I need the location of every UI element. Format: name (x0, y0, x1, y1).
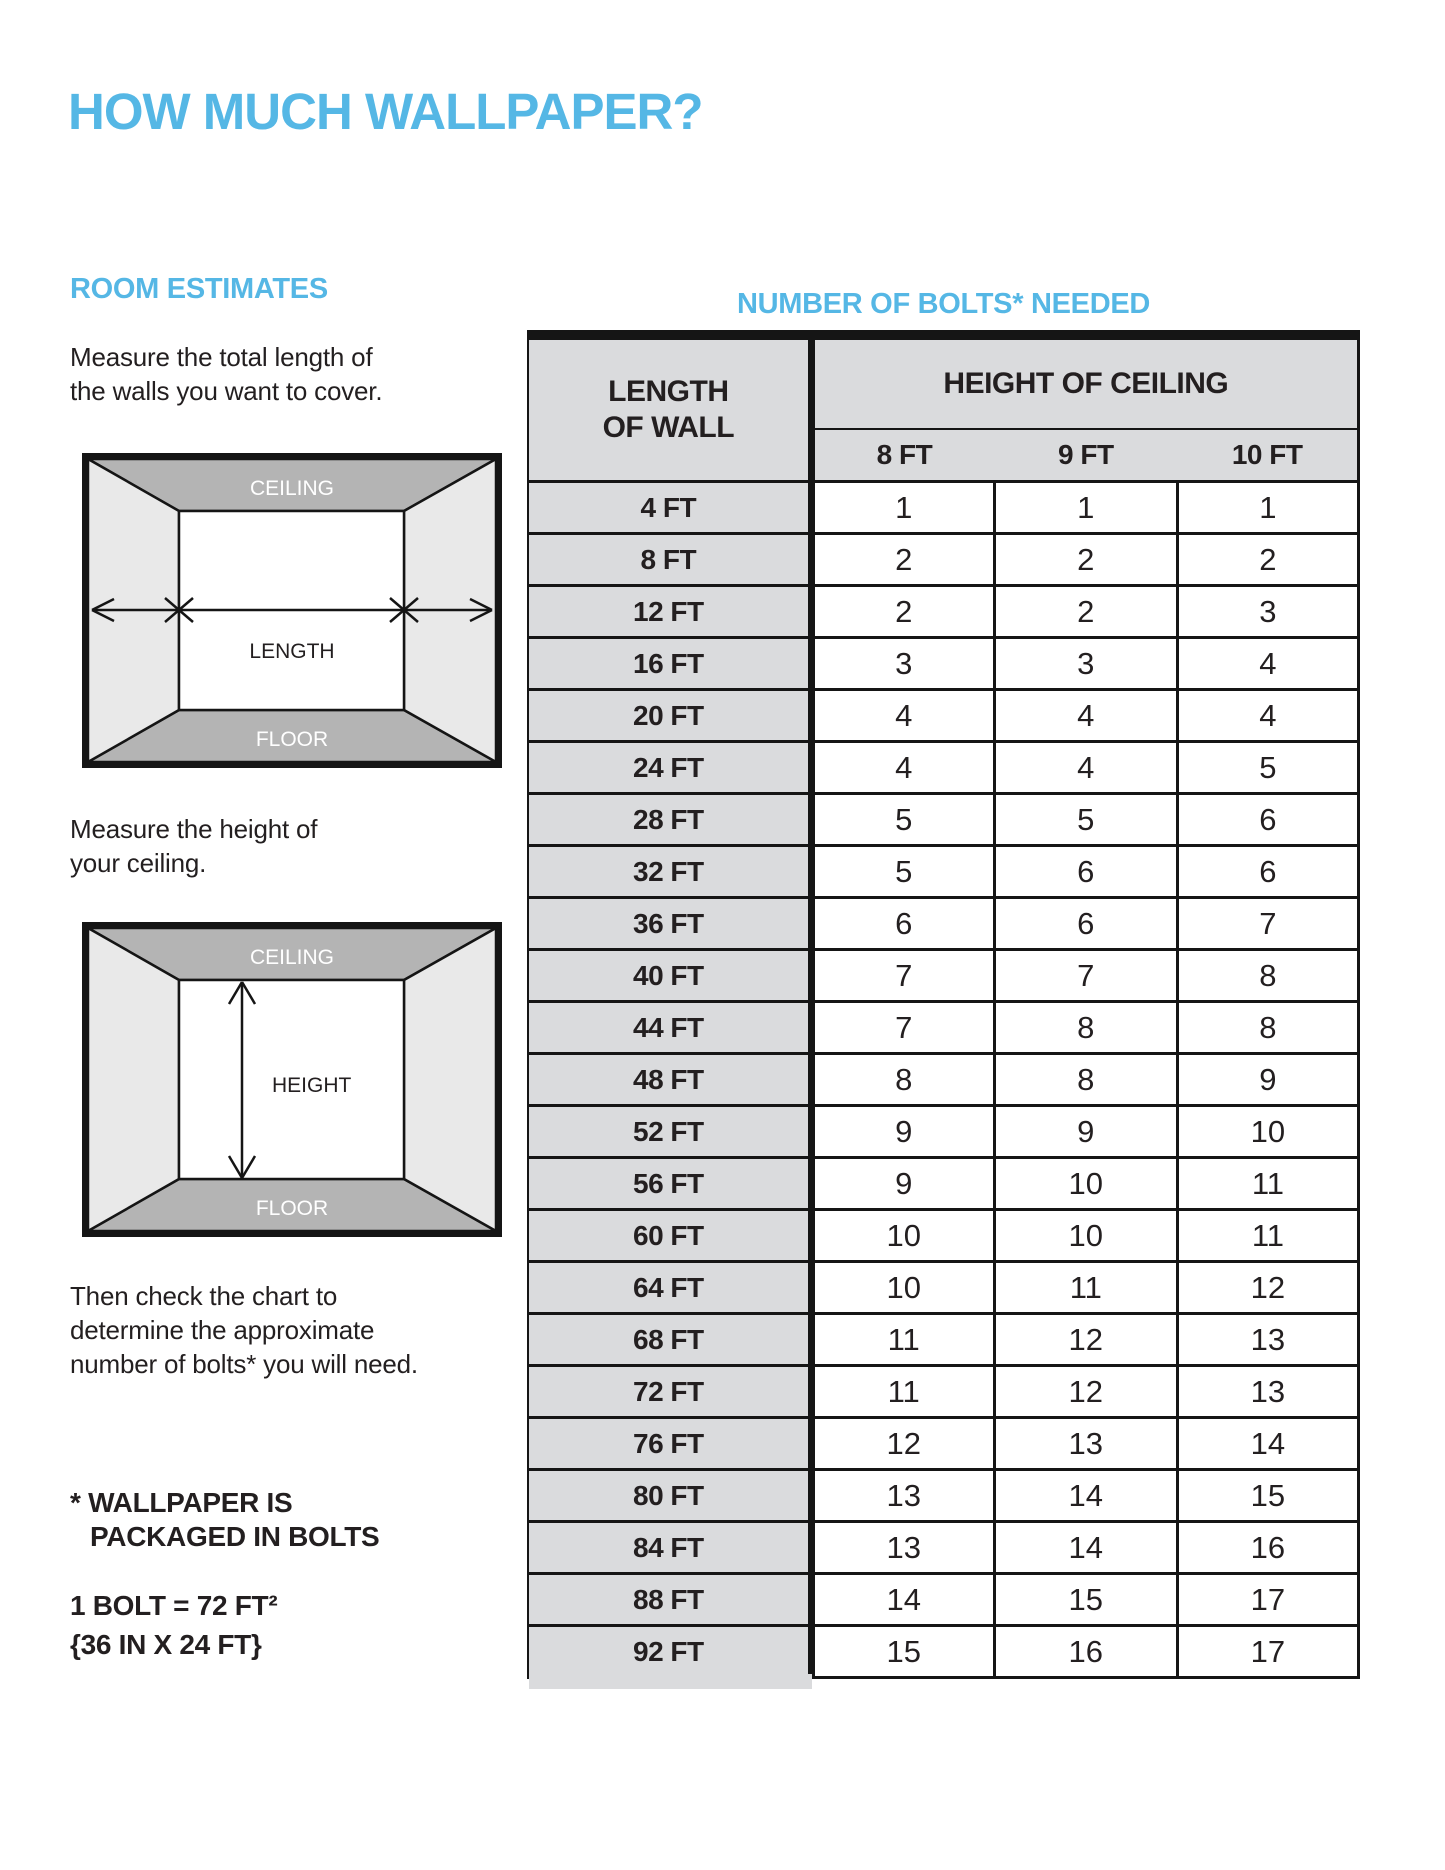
bolts-9ft-cell: 10 (994, 1158, 1177, 1210)
step2-line1: Measure the height of (70, 814, 318, 844)
step1-line2: the walls you want to cover. (70, 376, 383, 406)
table-row (528, 1366, 1359, 1418)
bolts-8ft-cell: 8 (811, 1054, 994, 1106)
bolts-8ft-cell: 10 (811, 1262, 994, 1314)
bolts-9ft-cell: 10 (994, 1210, 1177, 1262)
bolt-size-info (70, 1586, 277, 1664)
wall-length-cell: 60 FT (528, 1210, 811, 1262)
wall-length-cell: 36 FT (528, 898, 811, 950)
table-row (528, 1470, 1359, 1522)
bolts-10ft-cell: 5 (1177, 742, 1358, 794)
bolts-10ft-cell: 6 (1177, 794, 1358, 846)
bolts-10ft-cell: 17 (1177, 1574, 1358, 1626)
table-footer-strip (529, 1674, 812, 1689)
bolts-9ft-cell: 8 (994, 1002, 1177, 1054)
table-row (528, 742, 1359, 794)
bolts-8ft-cell: 13 (811, 1470, 994, 1522)
footnote-line1: * WALLPAPER IS (70, 1487, 293, 1518)
section-heading-room-estimates: ROOM ESTIMATES (70, 273, 328, 305)
page-title: HOW MUCH WALLPAPER? (68, 83, 703, 140)
bolts-9ft-cell: 4 (994, 690, 1177, 742)
wall-length-cell: 76 FT (528, 1418, 811, 1470)
table-row (528, 794, 1359, 846)
wall-length-cell: 56 FT (528, 1158, 811, 1210)
bolts-8ft-cell: 11 (811, 1314, 994, 1366)
wall-length-cell: 48 FT (528, 1054, 811, 1106)
bolts-10ft-cell: 3 (1177, 586, 1358, 638)
bolts-9ft-cell: 16 (994, 1626, 1177, 1678)
bolts-10ft-cell: 8 (1177, 950, 1358, 1002)
table-row (528, 898, 1359, 950)
table-row (528, 690, 1359, 742)
table-header-row-1 (528, 335, 1359, 429)
table-row (528, 1106, 1359, 1158)
bolt-info-line1: 1 BOLT = 72 FT² (70, 1590, 278, 1621)
bolts-9ft-cell: 11 (994, 1262, 1177, 1314)
bolts-9ft-cell: 12 (994, 1366, 1177, 1418)
bolts-8ft-cell: 4 (811, 690, 994, 742)
bolts-9ft-cell: 1 (994, 482, 1177, 534)
table-row (528, 1054, 1359, 1106)
bolts-9ft-cell: 4 (994, 742, 1177, 794)
bolts-9ft-cell: 13 (994, 1418, 1177, 1470)
table-row (528, 1574, 1359, 1626)
wall-length-cell: 44 FT (528, 1002, 811, 1054)
ceiling-label: CEILING (249, 946, 335, 969)
wall-length-cell: 24 FT (528, 742, 811, 794)
bolts-8ft-cell: 7 (811, 1002, 994, 1054)
table-row (528, 586, 1359, 638)
bolts-footnote (70, 1486, 379, 1554)
bolts-10ft-cell: 9 (1177, 1054, 1358, 1106)
length-of-wall-header (528, 335, 811, 482)
wall-length-cell: 52 FT (528, 1106, 811, 1158)
bolts-8ft-cell: 15 (811, 1626, 994, 1678)
length-of-wall-line2: OF WALL (602, 411, 735, 444)
table-row (528, 1626, 1359, 1678)
bolts-10ft-cell: 2 (1177, 534, 1358, 586)
wall-length-cell: 92 FT (528, 1626, 811, 1678)
wall-length-cell: 68 FT (528, 1314, 811, 1366)
step2-line2: your ceiling. (70, 848, 207, 878)
wall-length-cell: 32 FT (528, 846, 811, 898)
length-label: LENGTH (249, 640, 335, 663)
bolts-10ft-cell: 13 (1177, 1314, 1358, 1366)
table-row (528, 1002, 1359, 1054)
bolts-8ft-cell: 1 (811, 482, 994, 534)
step3-line2: determine the approximate (70, 1315, 375, 1345)
bolts-9ft-cell: 14 (994, 1522, 1177, 1574)
bolts-8ft-cell: 12 (811, 1418, 994, 1470)
wall-length-cell: 28 FT (528, 794, 811, 846)
table-row (528, 638, 1359, 690)
bolts-10ft-cell: 11 (1177, 1210, 1358, 1262)
bolts-10ft-cell: 14 (1177, 1418, 1358, 1470)
bolts-10ft-cell: 7 (1177, 898, 1358, 950)
bolts-9ft-cell: 12 (994, 1314, 1177, 1366)
table-row (528, 1522, 1359, 1574)
wall-length-cell: 72 FT (528, 1366, 811, 1418)
table-row (528, 1262, 1359, 1314)
height-of-ceiling-header: HEIGHT OF CEILING (811, 335, 1358, 429)
bolts-8ft-cell: 2 (811, 586, 994, 638)
bolts-10ft-cell: 15 (1177, 1470, 1358, 1522)
footnote-line2: PACKAGED IN BOLTS (90, 1521, 380, 1552)
bolts-10ft-cell: 10 (1177, 1106, 1358, 1158)
step2-text (70, 812, 317, 880)
bolts-table (527, 330, 1360, 1679)
bolts-9ft-cell: 9 (994, 1106, 1177, 1158)
bolts-10ft-cell: 17 (1177, 1626, 1358, 1678)
bolts-8ft-cell: 5 (811, 794, 994, 846)
bolts-10ft-cell: 4 (1177, 638, 1358, 690)
bolts-10ft-cell: 12 (1177, 1262, 1358, 1314)
bolts-8ft-cell: 7 (811, 950, 994, 1002)
bolts-9ft-cell: 15 (994, 1574, 1177, 1626)
bolts-9ft-cell: 5 (994, 794, 1177, 846)
table-row (528, 1210, 1359, 1262)
table-row (528, 534, 1359, 586)
bolts-8ft-cell: 9 (811, 1106, 994, 1158)
bolts-8ft-cell: 6 (811, 898, 994, 950)
bolts-8ft-cell: 3 (811, 638, 994, 690)
step1-line1: Measure the total length of (70, 342, 373, 372)
wall-length-cell: 8 FT (528, 534, 811, 586)
wall-length-cell: 12 FT (528, 586, 811, 638)
bolts-10ft-cell: 6 (1177, 846, 1358, 898)
height-col-9ft: 9 FT (994, 429, 1177, 482)
right-wall-plane (404, 928, 496, 1231)
bolts-table-body (528, 482, 1359, 1678)
height-col-8ft: 8 FT (811, 429, 994, 482)
wall-length-cell: 64 FT (528, 1262, 811, 1314)
wall-length-cell: 40 FT (528, 950, 811, 1002)
bolts-9ft-cell: 8 (994, 1054, 1177, 1106)
left-wall-plane (88, 928, 179, 1231)
step3-text (70, 1279, 418, 1381)
bolts-8ft-cell: 10 (811, 1210, 994, 1262)
bolts-10ft-cell: 4 (1177, 690, 1358, 742)
table-row (528, 1314, 1359, 1366)
bolts-9ft-cell: 14 (994, 1470, 1177, 1522)
table-row (528, 846, 1359, 898)
bolts-8ft-cell: 13 (811, 1522, 994, 1574)
wall-length-cell: 80 FT (528, 1470, 811, 1522)
floor-label: FLOOR (255, 728, 329, 751)
bolt-info-line2: {36 IN X 24 FT} (70, 1629, 262, 1660)
bolts-8ft-cell: 14 (811, 1574, 994, 1626)
bolts-10ft-cell: 1 (1177, 482, 1358, 534)
ceiling-label: CEILING (249, 477, 335, 500)
table-row (528, 1418, 1359, 1470)
wall-length-cell: 16 FT (528, 638, 811, 690)
height-label: HEIGHT (272, 1074, 352, 1097)
bolts-8ft-cell: 2 (811, 534, 994, 586)
step1-text (70, 340, 382, 408)
table-row (528, 950, 1359, 1002)
bolts-10ft-cell: 13 (1177, 1366, 1358, 1418)
table-row (528, 482, 1359, 534)
floor-label: FLOOR (255, 1197, 329, 1220)
wall-length-cell: 84 FT (528, 1522, 811, 1574)
bolts-9ft-cell: 3 (994, 638, 1177, 690)
height-col-10ft: 10 FT (1177, 429, 1358, 482)
bolts-8ft-cell: 9 (811, 1158, 994, 1210)
wall-length-cell: 4 FT (528, 482, 811, 534)
bolts-10ft-cell: 11 (1177, 1158, 1358, 1210)
bolts-9ft-cell: 2 (994, 586, 1177, 638)
wall-length-cell: 88 FT (528, 1574, 811, 1626)
wall-length-cell: 20 FT (528, 690, 811, 742)
bolts-9ft-cell: 6 (994, 846, 1177, 898)
bolts-9ft-cell: 7 (994, 950, 1177, 1002)
bolts-8ft-cell: 5 (811, 846, 994, 898)
bolts-8ft-cell: 4 (811, 742, 994, 794)
bolts-10ft-cell: 16 (1177, 1522, 1358, 1574)
bolts-8ft-cell: 11 (811, 1366, 994, 1418)
bolts-10ft-cell: 8 (1177, 1002, 1358, 1054)
room-length-diagram (82, 453, 502, 768)
table-heading: NUMBER OF BOLTS* NEEDED (736, 288, 1151, 320)
room-height-diagram (82, 922, 502, 1237)
step3-line3: number of bolts* you will need. (70, 1349, 418, 1379)
bolts-9ft-cell: 6 (994, 898, 1177, 950)
step3-line1: Then check the chart to (70, 1281, 338, 1311)
length-of-wall-line1: LENGTH (608, 375, 729, 408)
bolts-9ft-cell: 2 (994, 534, 1177, 586)
table-row (528, 1158, 1359, 1210)
